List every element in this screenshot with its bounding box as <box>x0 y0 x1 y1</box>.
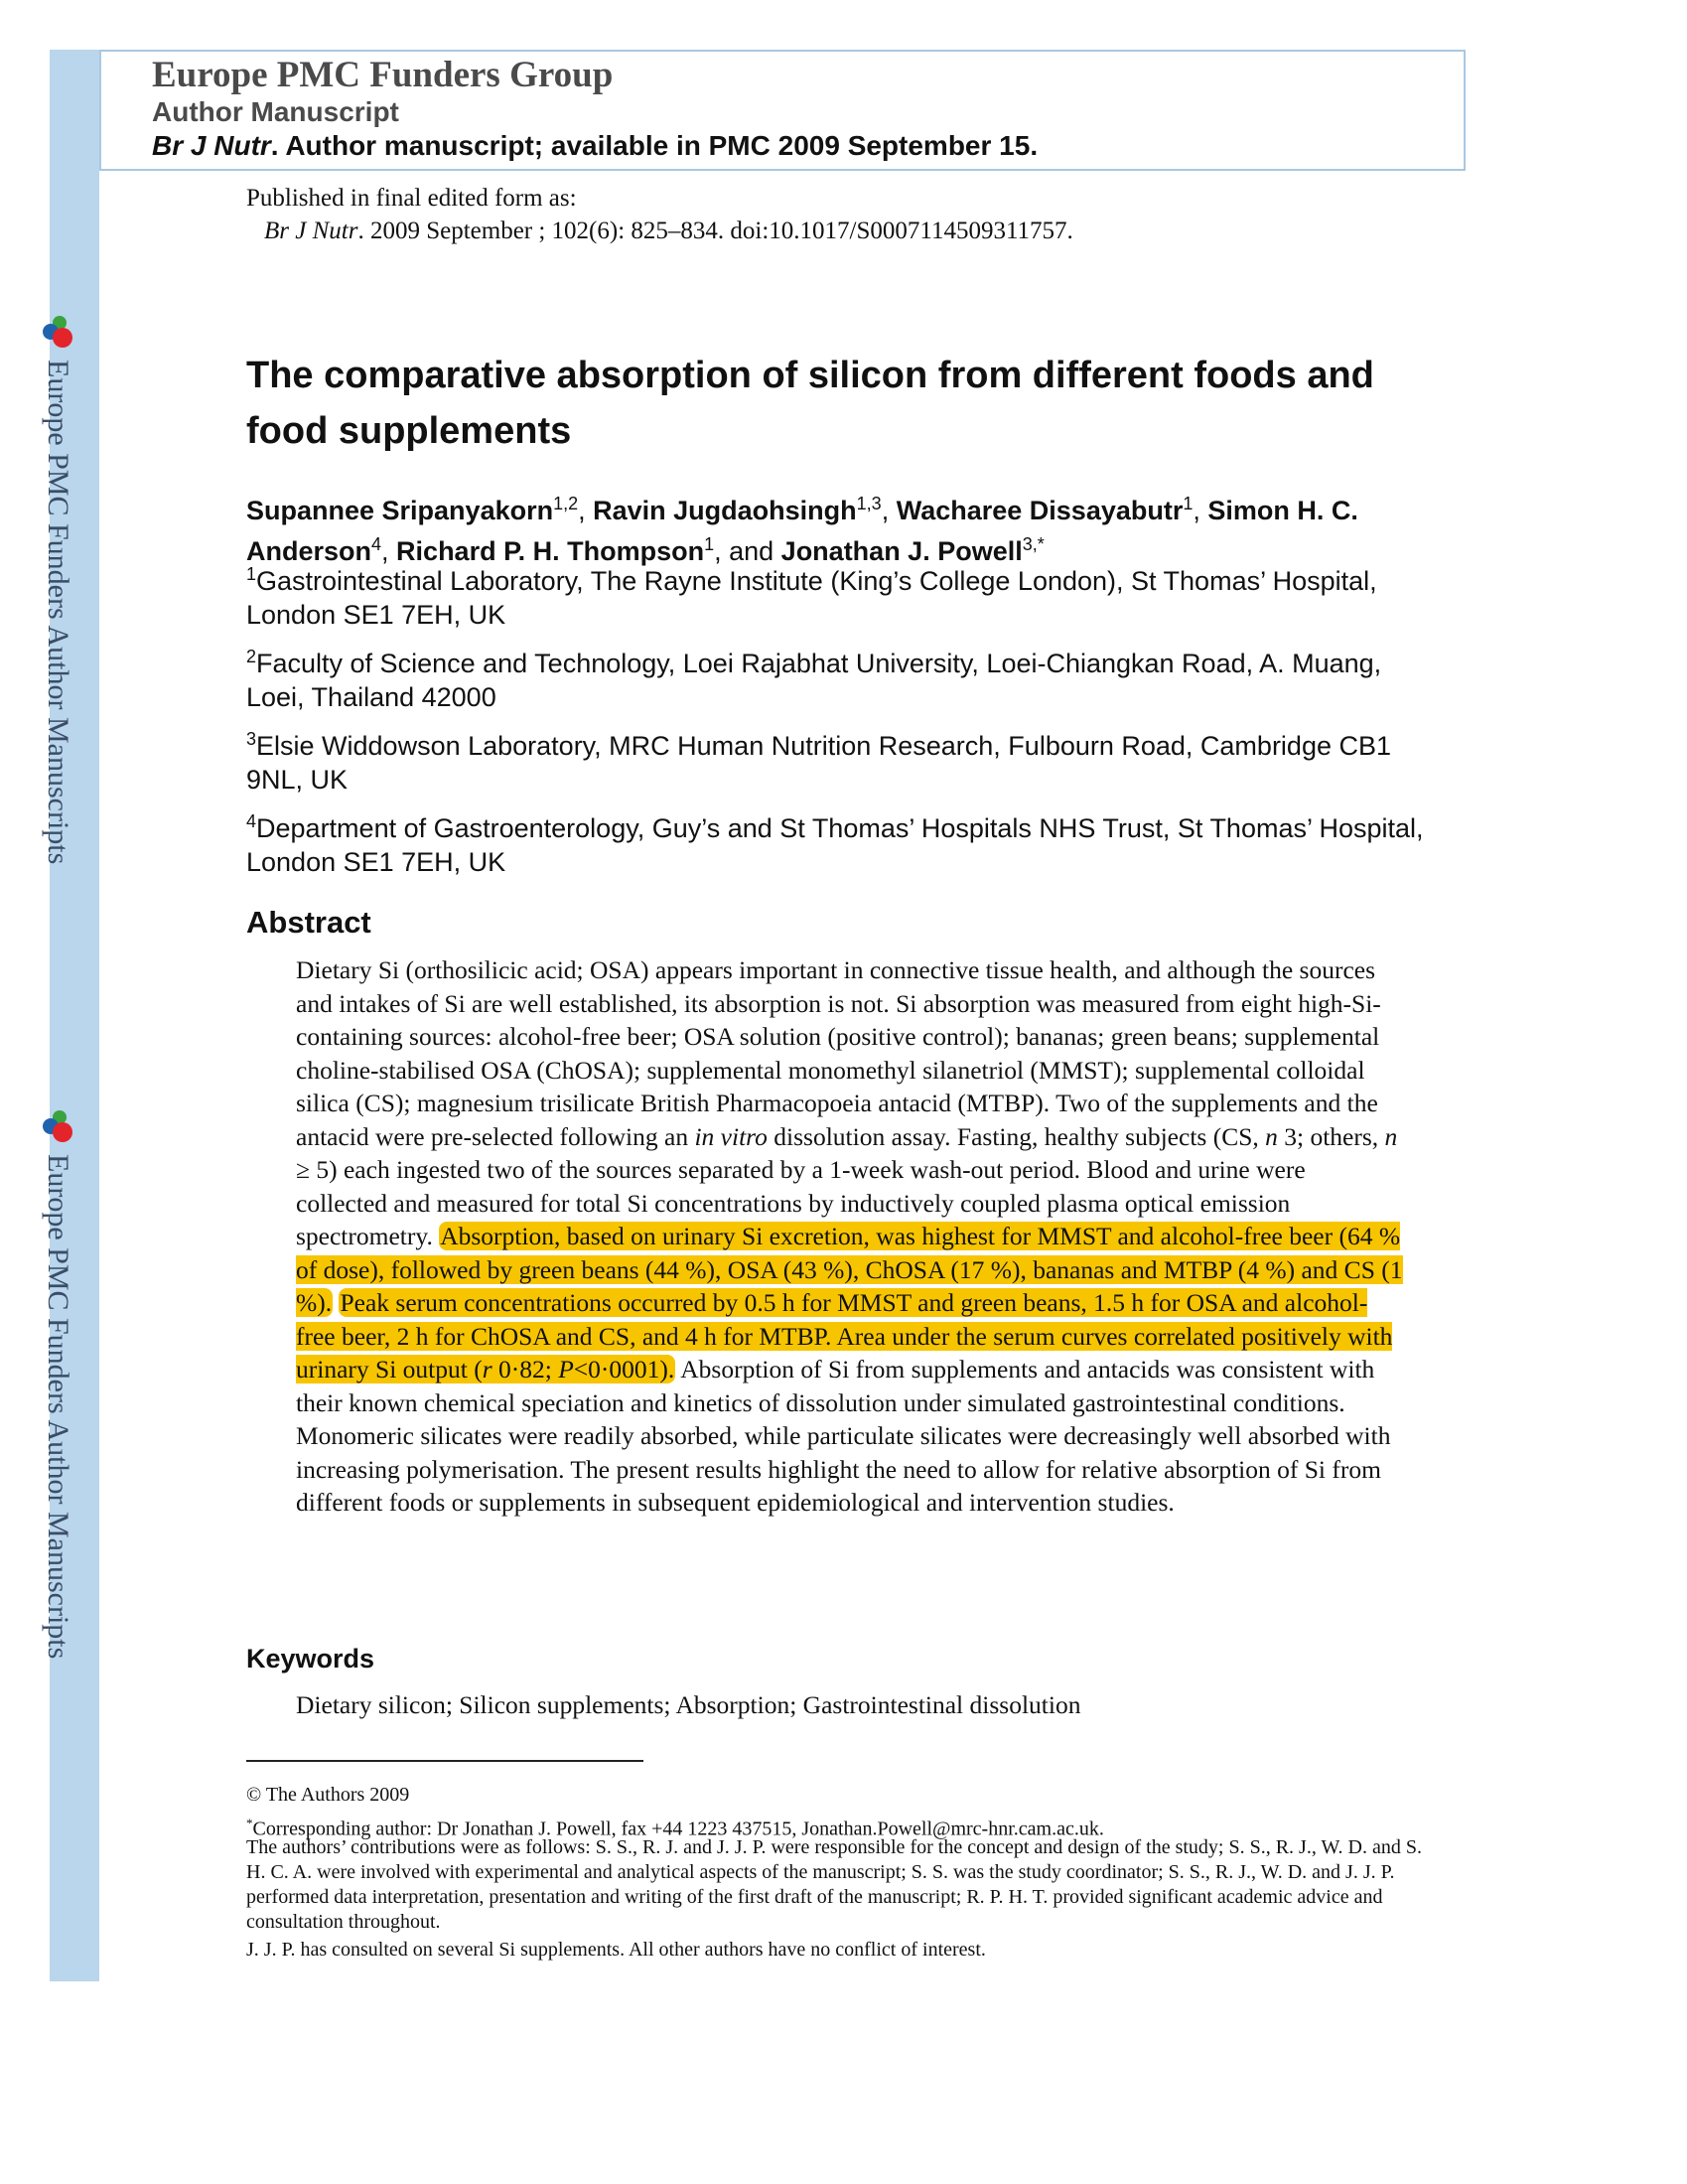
affiliation-number: 4 <box>246 811 257 831</box>
affiliation <box>246 804 1438 879</box>
corresponding-text: Corresponding author: Dr Jonathan J. Powell, fax +44 1223 437515, Jonathan.Powell@mrc-hnr.cam.ac.uk. <box>252 1818 1104 1840</box>
author-affil: 1,3 <box>856 494 882 513</box>
abstract-italic: r <box>482 1355 492 1383</box>
author-name: Ravin Jugdaohsingh <box>593 496 857 525</box>
author-affil: 3,* <box>1022 534 1045 554</box>
abstract-text: dissolution assay. Fasting, healthy subjects (CS, <box>767 1121 1266 1151</box>
author-list <box>246 487 1438 568</box>
abstract-text: ≥ 5) each ingested two of the sources separated by a 1-week wash-out period. Blood and urine were collected and measured for total Si concentrations by inductively coupled plasma optical emission spectrometry. <box>296 1155 1306 1250</box>
author-affil: 1 <box>704 534 715 554</box>
affiliation <box>246 722 1438 797</box>
published-info <box>246 182 1073 247</box>
europe-pmc-logo-icon <box>41 316 74 350</box>
author-name: Wacharee Dissayabutr <box>896 496 1184 525</box>
availability-line <box>152 130 1038 162</box>
affiliation-text: Elsie Widdowson Laboratory, MRC Human Nutrition Research, Fulbourn Road, Cambridge CB1 9NL, UK <box>246 731 1392 795</box>
author-affil: 1,2 <box>553 494 579 513</box>
abstract-italic: n <box>1265 1121 1278 1151</box>
author-affil: 1 <box>1183 494 1194 513</box>
keywords-heading: Keywords <box>246 1644 375 1674</box>
affiliation-text: Department of Gastroenterology, Guy’s and St Thomas’ Hospitals NHS Trust, St Thomas’ Hospital, London SE1 7EH, UK <box>246 813 1424 877</box>
author-sep: , and <box>714 536 781 566</box>
footnote-divider <box>246 1760 643 1762</box>
citation-line <box>246 215 1073 247</box>
abstract-body <box>296 953 1403 1520</box>
footnote-mark: * <box>246 1816 253 1830</box>
affiliation-number: 2 <box>246 647 257 666</box>
author-name: Supannee Sripanyakorn <box>246 496 554 525</box>
author-sep: , <box>881 496 897 525</box>
citation-text: . 2009 September ; 102(6): 825–834. doi:10.1017/S0007114509311757. <box>357 218 1073 244</box>
author-affil: 4 <box>371 534 382 554</box>
conflict-note: J. J. P. has consulted on several Si supplements. All other authors have no conflict of interest. <box>246 1939 986 1961</box>
affiliation-number: 3 <box>246 729 257 749</box>
contributions-note: The authors’ contributions were as follows: S. S., R. J. and J. J. P. were responsible for the concept and design of the study; S. S., R. J., W. D. and S. H. C. A. were involved with experimental and analytical aspects of the manuscript; S. S. was the study coordinator; S. S., R. J., W. D. and J. J. P. performed data interpretation, presentation and writing of the first draft of the manuscript; R. P. H. T. provided significant academic advice and consultation throughout. <box>246 1836 1422 1933</box>
funders-group-title: Europe PMC Funders Group <box>152 55 614 95</box>
author-manuscript-label: Author Manuscript <box>152 96 399 127</box>
author-name: Richard P. H. Thompson <box>396 536 705 566</box>
abstract-text: Absorption of Si from supplements and antacids was consistent with their known chemical speciation and kinetics of dissolution under simulated gastrointestinal conditions. Monomeric silicates were readily absorbed, while particulate silicates were decreasingly well absorbed with increasing polymerisation. The present results highlight the need to allow for relative absorption of Si from different foods or supplements in subsequent epidemiological and intervention studies. <box>296 1355 1391 1517</box>
affiliation-number: 1 <box>246 564 257 584</box>
affiliation <box>246 640 1438 714</box>
published-line: Published in final edited form as: <box>246 185 577 212</box>
author-name: Simon H. C. Anderson <box>246 496 1358 566</box>
author-name: Jonathan J. Powell <box>780 536 1023 566</box>
abstract-italic: n <box>1384 1121 1398 1151</box>
journal-name: Br J Nutr <box>152 130 271 161</box>
affiliation <box>246 557 1438 632</box>
author-sep: , <box>578 496 594 525</box>
author-sep: , <box>381 536 397 566</box>
citation-journal: Br J Nutr <box>264 218 358 244</box>
europe-pmc-logo-icon <box>41 1110 74 1144</box>
abstract-italic: P <box>558 1355 574 1383</box>
availability-text: . Author manuscript; available in PMC 2009 September 15. <box>270 130 1039 161</box>
author-sep: , <box>1193 496 1208 525</box>
abstract-text: <0·0001). <box>573 1355 675 1383</box>
abstract-text: Dietary Si (orthosilicic acid; OSA) appears important in connective tissue health, and although the sources and intakes of Si are well established, its absorption is not. Si absorption was measured from eight high-Si-containing sources: alcohol-free beer; OSA solution (positive control); bananas; green beans; supplemental choline-stabilised OSA (ChOSA); supplemental monomethyl silanetriol (MMST); supplemental colloidal silica (CS); magnesium trisilicate British Pharmacopoeia antacid (MTBP). Two of the supplements and the antacid were pre-selected following an <box>296 955 1381 1151</box>
abstract-text: 0·82; <box>492 1355 559 1383</box>
affiliation-text: Gastrointestinal Laboratory, The Rayne Institute (King’s College London), St Thomas’ Hospital, London SE1 7EH, UK <box>246 566 1377 630</box>
highlighted-text: Absorption, based on urinary Si excretion, was highest for MMST and alcohol-free beer (64 % of dose), followed by green beans (44 %), OSA (43 %), ChOSA (17 %), bananas and MTBP (4 %) and CS (1 %). <box>296 1222 1403 1317</box>
abstract-text: 3; others, <box>1277 1121 1385 1151</box>
abstract-text: Peak serum concentrations occurred by 0.5 h for MMST and green beans, 1.5 h for OSA and alcohol-free beer, 2 h for ChOSA and CS, and 4 h for MTBP. Area under the serum curves correlated positively with urinary Si output ( <box>296 1288 1393 1383</box>
keywords-text: Dietary silicon; Silicon supplements; Absorption; Gastrointestinal dissolution <box>296 1690 1081 1719</box>
article-title: The comparative absorption of silicon from different foods and food supplements <box>246 355 1374 452</box>
affiliation-text: Faculty of Science and Technology, Loei Rajabhat University, Loei-Chiangkan Road, A. Muang, Loei, Thailand 42000 <box>246 649 1382 712</box>
copyright-note: © The Authors 2009 <box>246 1784 410 1806</box>
abstract-heading: Abstract <box>246 905 371 940</box>
abstract-italic: in vitro <box>694 1121 768 1151</box>
